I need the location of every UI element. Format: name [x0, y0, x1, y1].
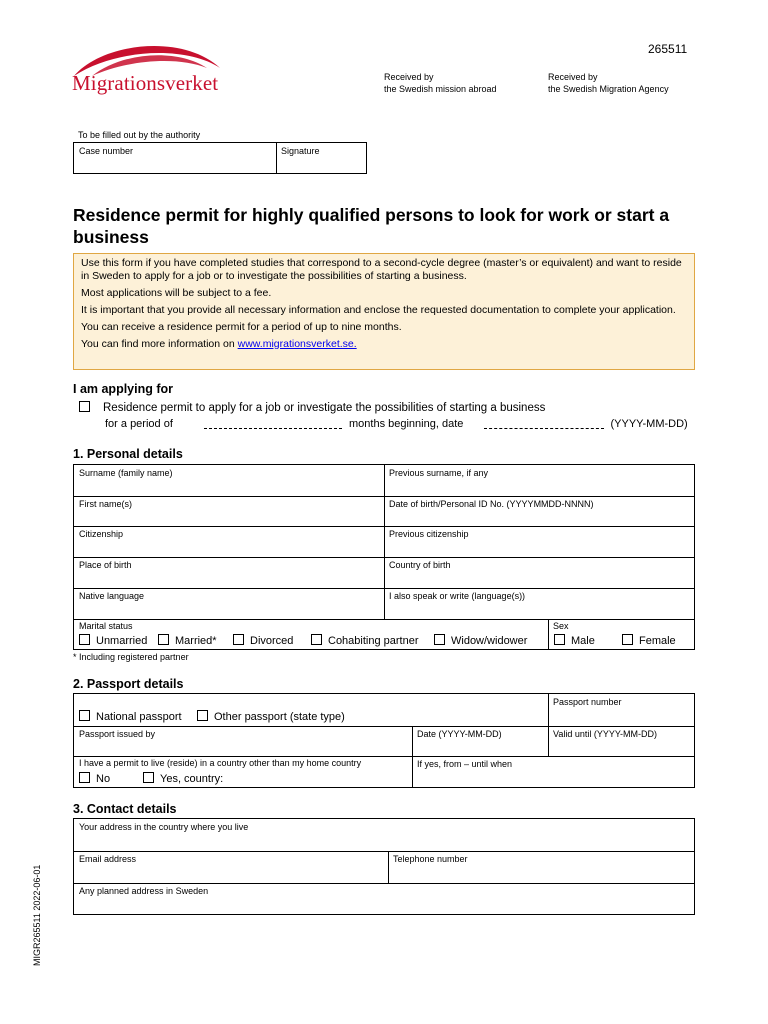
checkbox[interactable]: [158, 634, 169, 645]
permit-question: I have a permit to live (reside) in a country other than my home country: [79, 758, 362, 768]
period-row: [105, 418, 688, 430]
received-agency-line1: Received by: [548, 72, 598, 82]
applying-heading: I am applying for: [73, 382, 174, 396]
place-of-birth-field[interactable]: Place of birth: [79, 560, 132, 570]
applying-option[interactable]: [79, 401, 545, 414]
sex-female[interactable]: Female: [622, 634, 676, 647]
sex-male[interactable]: Male: [554, 634, 595, 647]
other-passport-option[interactable]: Other passport (state type): [197, 710, 345, 723]
signature-field[interactable]: Signature: [281, 146, 320, 156]
info-box: [73, 253, 695, 370]
passport-heading: 2. Passport details: [73, 677, 184, 691]
passport-details-table: [73, 693, 695, 788]
telephone-field[interactable]: Telephone number: [393, 854, 468, 864]
passport-valid-until-field[interactable]: Valid until (YYYY-MM-DD): [553, 729, 658, 739]
other-languages-field[interactable]: I also speak or write (language(s)): [389, 591, 526, 601]
personal-details-table: [73, 464, 695, 650]
received-agency-line2: the Swedish Migration Agency: [548, 84, 669, 94]
form-side-code: MIGR265511 2022-06-01: [32, 864, 42, 966]
first-names-field[interactable]: First name(s): [79, 499, 133, 509]
authority-box: [73, 142, 367, 174]
info-text: [81, 338, 687, 351]
contact-details-table: [73, 818, 695, 915]
sweden-address-field[interactable]: Any planned address in Sweden: [79, 886, 209, 896]
native-language-field[interactable]: Native language: [79, 591, 145, 601]
period-label: for a period of: [105, 418, 173, 430]
marital-cohabiting[interactable]: Cohabiting partner: [311, 634, 419, 647]
previous-citizenship-field[interactable]: Previous citizenship: [389, 529, 469, 539]
date-of-birth-field[interactable]: Date of birth/Personal ID No. (YYYYMMDD-NNNN): [389, 499, 594, 509]
country-of-birth-field[interactable]: Country of birth: [389, 560, 451, 570]
checkbox[interactable]: [311, 634, 322, 645]
info-text: Use this form if you have completed studies that correspond to a second-cycle degree (master’s or equivalent) and want to reside in Sweden to apply for a job or to investigate the possibilities of starting a business.: [81, 257, 682, 282]
permit-period-field[interactable]: If yes, from – until when: [417, 759, 513, 769]
checkbox[interactable]: [79, 634, 90, 645]
checkbox[interactable]: [79, 710, 90, 721]
passport-date-field[interactable]: Date (YYYY-MM-DD): [417, 729, 502, 739]
checkbox[interactable]: [622, 634, 633, 645]
checkbox[interactable]: [233, 634, 244, 645]
marital-married[interactable]: Married*: [158, 634, 217, 647]
sex-label: Sex: [553, 621, 569, 631]
page-title: Residence permit for highly qualified persons to look for work or start a business: [73, 205, 670, 247]
footnote: * Including registered partner: [73, 652, 189, 662]
previous-surname-field[interactable]: Previous surname, if any: [389, 468, 489, 478]
checkbox[interactable]: [434, 634, 445, 645]
info-text: You can receive a residence permit for a period of up to nine months.: [81, 320, 402, 333]
surname-field[interactable]: Surname (family name): [79, 468, 173, 478]
received-mission-line1: Received by: [384, 72, 434, 82]
marital-widow[interactable]: Widow/widower: [434, 634, 527, 647]
applying-checkbox[interactable]: [79, 401, 90, 412]
checkbox[interactable]: [143, 772, 154, 783]
authority-note: To be filled out by the authority: [78, 130, 201, 140]
months-label: months beginning, date: [349, 418, 464, 430]
start-date-input[interactable]: [484, 419, 604, 429]
passport-number-field[interactable]: Passport number: [553, 697, 622, 707]
checkbox[interactable]: [79, 772, 90, 783]
logo-text: Migrationsverket: [72, 71, 219, 95]
contact-heading: 3. Contact details: [73, 802, 177, 816]
marital-unmarried[interactable]: Unmarried: [79, 634, 147, 647]
website-link[interactable]: www.migrationsverket.se.: [237, 337, 357, 350]
checkbox[interactable]: [554, 634, 565, 645]
marital-status-label: Marital status: [79, 621, 133, 631]
form-number: 265511: [648, 42, 688, 56]
received-agency: [548, 71, 669, 95]
checkbox[interactable]: [197, 710, 208, 721]
received-mission-line2: the Swedish mission abroad: [384, 84, 497, 94]
info-text: It is important that you provide all necessary information and enclose the requested documentation to complete your application.: [81, 303, 676, 316]
personal-heading: 1. Personal details: [73, 447, 183, 461]
national-passport-option[interactable]: National passport: [79, 710, 182, 723]
date-format-label: (YYYY-MM-DD): [610, 418, 688, 430]
applying-option-label: Residence permit to apply for a job or investigate the possibilities of starting a business: [103, 402, 546, 414]
permit-no-option[interactable]: No: [79, 772, 110, 785]
marital-divorced[interactable]: Divorced: [233, 634, 293, 647]
citizenship-field[interactable]: Citizenship: [79, 529, 124, 539]
info-link-prefix: You can find more information on: [81, 337, 238, 350]
home-address-field[interactable]: Your address in the country where you live: [79, 822, 249, 832]
received-mission: [384, 71, 497, 95]
period-input[interactable]: [204, 419, 342, 429]
permit-yes-option[interactable]: Yes, country:: [143, 772, 223, 785]
case-number-field[interactable]: Case number: [79, 146, 134, 156]
email-field[interactable]: Email address: [79, 854, 137, 864]
info-text: Most applications will be subject to a fee.: [81, 286, 272, 299]
passport-issued-by-field[interactable]: Passport issued by: [79, 729, 156, 739]
